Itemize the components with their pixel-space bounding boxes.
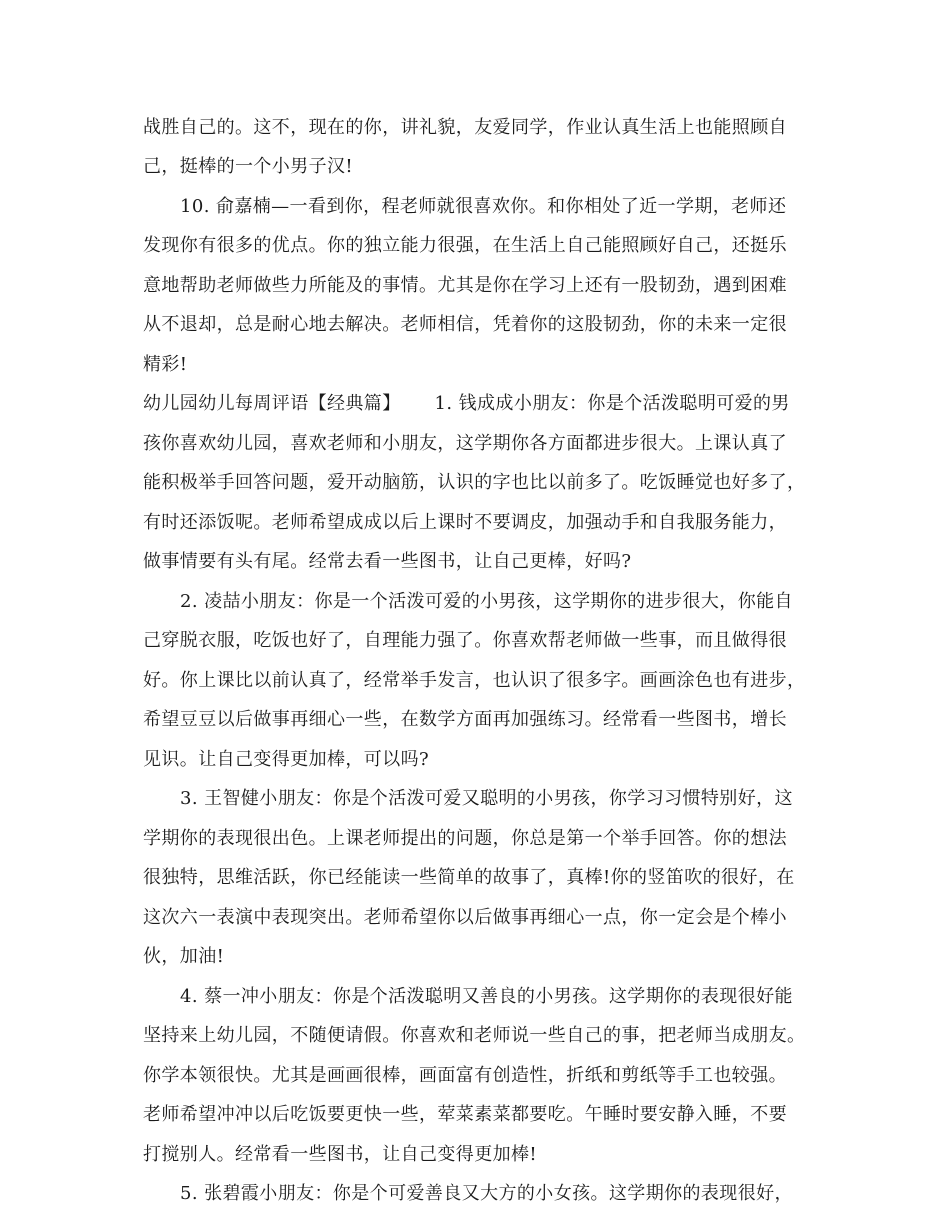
text-line: 意地帮助老师做些力所能及的事情。尤其是你在学习上还有一股韧劲，遇到困难 (143, 275, 787, 296)
text-line: 希望豆豆以后做事再细心一些，在数学方面再加强练习。经常看一些图书，增长 (143, 709, 787, 730)
section-heading-line: 幼儿园幼儿每周评语【经典篇】 1. 钱成成小朋友：你是个活泼聪明可爱的男 (143, 393, 790, 414)
text-line: 10. 俞嘉楠—一看到你，程老师就很喜欢你。和你相处了近一学期，老师还 (180, 196, 787, 217)
text-line: 精彩! (143, 354, 188, 375)
text-line: 3. 王智健小朋友：你是个活泼可爱又聪明的小男孩，你学习习惯特别好，这 (180, 788, 793, 809)
text-line: 好。你上课比以前认真了，经常举手发言，也认识了很多字。画画涂色也有进步， (143, 670, 806, 691)
text-line: 2. 凌喆小朋友：你是一个活泼可爱的小男孩，这学期你的进步很大，你能自 (180, 591, 793, 612)
text-line: 4. 蔡一冲小朋友：你是个活泼聪明又善良的小男孩。这学期你的表现很好能 (180, 986, 793, 1007)
text-line: 己穿脱衣服，吃饭也好了，自理能力强了。你喜欢帮老师做一些事，而且做得很 (143, 630, 787, 651)
text-line: 很独特，思维活跃，你已经能读一些简单的故事了，真棒!你的竖笛吹的很好，在 (143, 867, 795, 888)
text-line: 能积极举手回答问题，爱开动脑筋，认识的字也比以前多了。吃饭睡觉也好多了， (143, 472, 806, 493)
text-line: 从不退却，总是耐心地去解决。老师相信，凭着你的这股韧劲，你的未来一定很 (143, 314, 787, 335)
text-line: 坚持来上幼儿园，不随便请假。你喜欢和老师说一些自己的事，把老师当成朋友。 (143, 1025, 806, 1046)
text-line: 孩你喜欢幼儿园，喜欢老师和小朋友，这学期你各方面都进步很大。上课认真了 (143, 433, 787, 454)
text-line: 这次六一表演中表现突出。老师希望你以后做事再细心一点，你一定会是个棒小 (143, 907, 787, 928)
text-line: 打搅别人。经常看一些图书，让自己变得更加棒! (143, 1144, 538, 1165)
text-line: 见识。让自己变得更加棒，可以吗? (143, 749, 430, 770)
text-line: 己，挺棒的一个小男子汉! (143, 156, 354, 177)
text-line: 老师希望冲冲以后吃饭要更快一些，荤菜素菜都要吃。午睡时要安静入睡，不要 (143, 1104, 787, 1125)
text-line: 做事情要有头有尾。经常去看一些图书，让自己更棒，好吗? (143, 551, 632, 572)
text-line: 有时还添饭呢。老师希望成成以后上课时不要调皮，加强动手和自我服务能力， (143, 512, 787, 533)
text-line: 伙，加油! (143, 946, 225, 967)
text-line: 学期你的表现很出色。上课老师提出的问题，你总是第一个举手回答。你的想法 (143, 828, 787, 849)
text-line: 5. 张碧霞小朋友：你是个可爱善良又大方的小女孩。这学期你的表现很好， (180, 1183, 793, 1204)
text-line: 战胜自己的。这不，现在的你，讲礼貌，友爱同学，作业认真生活上也能照顾自 (143, 117, 787, 138)
text-line: 发现你有很多的优点。你的独立能力很强，在生活上自己能照顾好自己，还挺乐 (143, 235, 787, 256)
text-line: 你学本领很快。尤其是画画很棒，画面富有创造性，折纸和剪纸等手工也较强。 (143, 1065, 787, 1086)
